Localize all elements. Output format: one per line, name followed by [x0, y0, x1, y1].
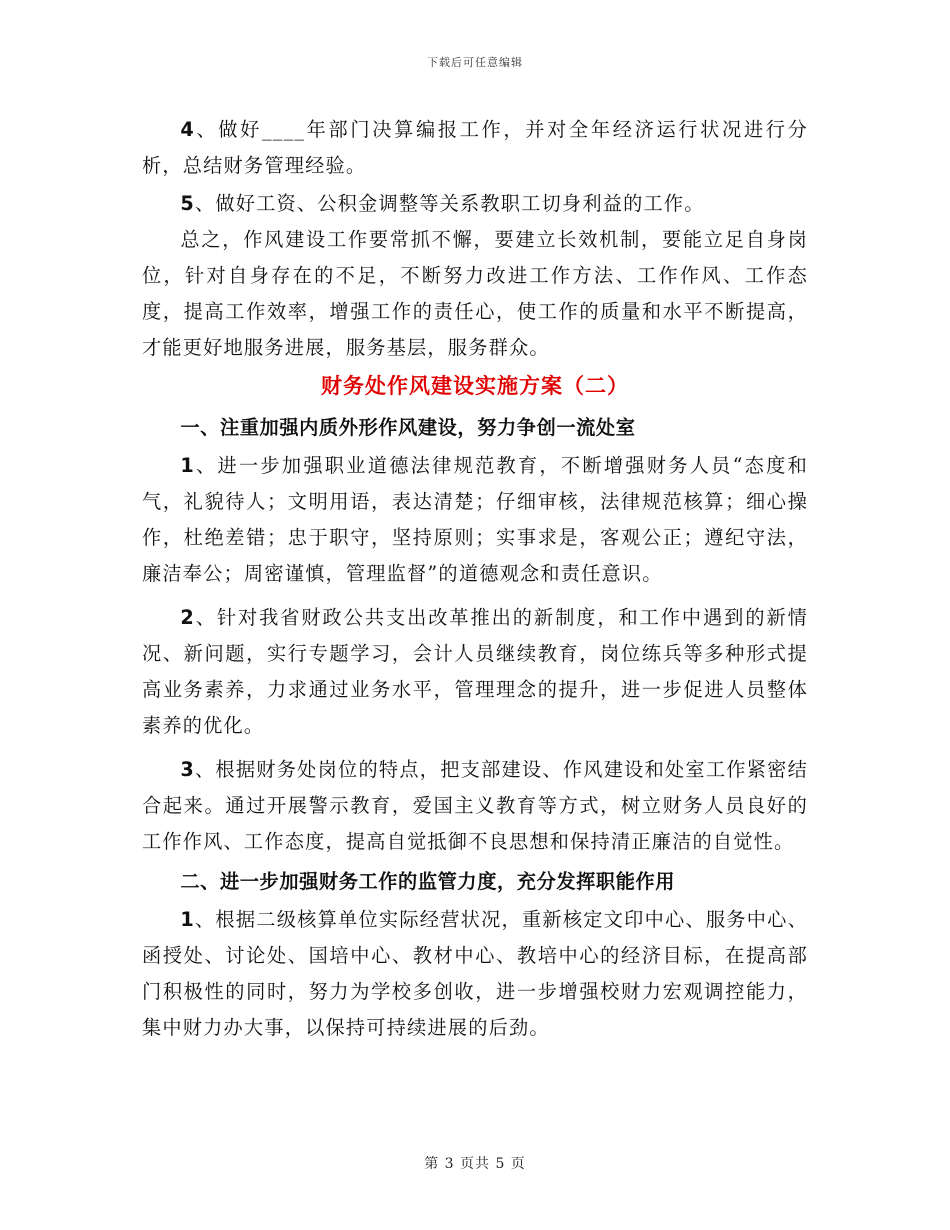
- paragraph-text: 、做好工资、公积金调整等关系教职工切身利益的工作。: [194, 192, 705, 215]
- section-heading-1: 一、注重加强内质外形作风建设，努力争创一流处室: [180, 416, 636, 439]
- paragraph-text: 、针对我省财政公共支出改革推出的新制度，和工作中遇到的新情况、新问题，实行专题学习，会计人员继续教育，岗位练兵等多种形式提高业务素养，力求通过业务水平，管理理念的提升，进一步促进人员整体素养的优化。: [142, 606, 808, 737]
- section-heading-2: 二、进一步加强财务工作的监管力度，充分发挥职能作用: [180, 870, 676, 893]
- page-footer: 第 3 页共 5 页: [424, 1156, 526, 1172]
- paragraph-item-5: [142, 186, 808, 222]
- item-number: 3: [180, 758, 195, 781]
- paragraph-text: 、进一步加强职业道德法律规范教育，不断增强财务人员“态度和气，礼貌待人；文明用语，表达清楚；仔细审核，法律规范核算；细心操作，杜绝差错；忠于职守，坚持原则；实事求是，客观公正；遵纪守法，廉洁奉公；周密谨慎，管理监督”的道德观念和责任意识。: [142, 454, 808, 585]
- paragraph-text: 总之，作风建设工作要常抓不懈，要建立长效机制，要能立足自身岗位，针对自身存在的不足，不断努力改进工作方法、工作作风、工作态度，提高工作效率，增强工作的责任心，使工作的质量和水平不断提高，才能更好地服务进展，服务基层，服务群众。: [142, 228, 808, 359]
- section1-item-3: [142, 752, 808, 860]
- page-header: 下载后可任意编辑: [427, 56, 523, 69]
- document-body: [142, 112, 808, 1046]
- item-number: 1: [180, 454, 195, 477]
- item-number: 1: [180, 908, 195, 931]
- section1-item-1: [142, 448, 808, 592]
- section2-item-1: [142, 902, 808, 1046]
- paragraph-text: 、根据财务处岗位的特点，把支部建设、作风建设和处室工作紧密结合起来。通过开展警示教育，爱国主义教育等方式，树立财务人员良好的工作作风、工作态度，提高自觉抵御不良思想和保持清正廉洁的自觉性。: [142, 758, 808, 853]
- paragraph-item-4: [142, 112, 808, 184]
- item-number: 2: [180, 606, 195, 629]
- paragraph-text: 、做好____年部门决算编报工作，并对全年经济运行状况进行分析，总结财务管理经验。: [142, 118, 808, 177]
- document-title: 财务处作风建设实施方案（二）: [321, 373, 629, 398]
- item-number: 5: [180, 192, 195, 215]
- paragraph-summary: [142, 222, 808, 366]
- item-number: 4: [180, 118, 195, 141]
- paragraph-text: 、根据二级核算单位实际经营状况，重新核定文印中心、服务中心、函授处、讨论处、国培中心、教材中心、教培中心的经济目标，在提高部门积极性的同时，努力为学校多创收，进一步增强校财力宏观调控能力，集中财力办大事，以保持可持续进展的后劲。: [142, 908, 808, 1039]
- section1-item-2: [142, 600, 808, 744]
